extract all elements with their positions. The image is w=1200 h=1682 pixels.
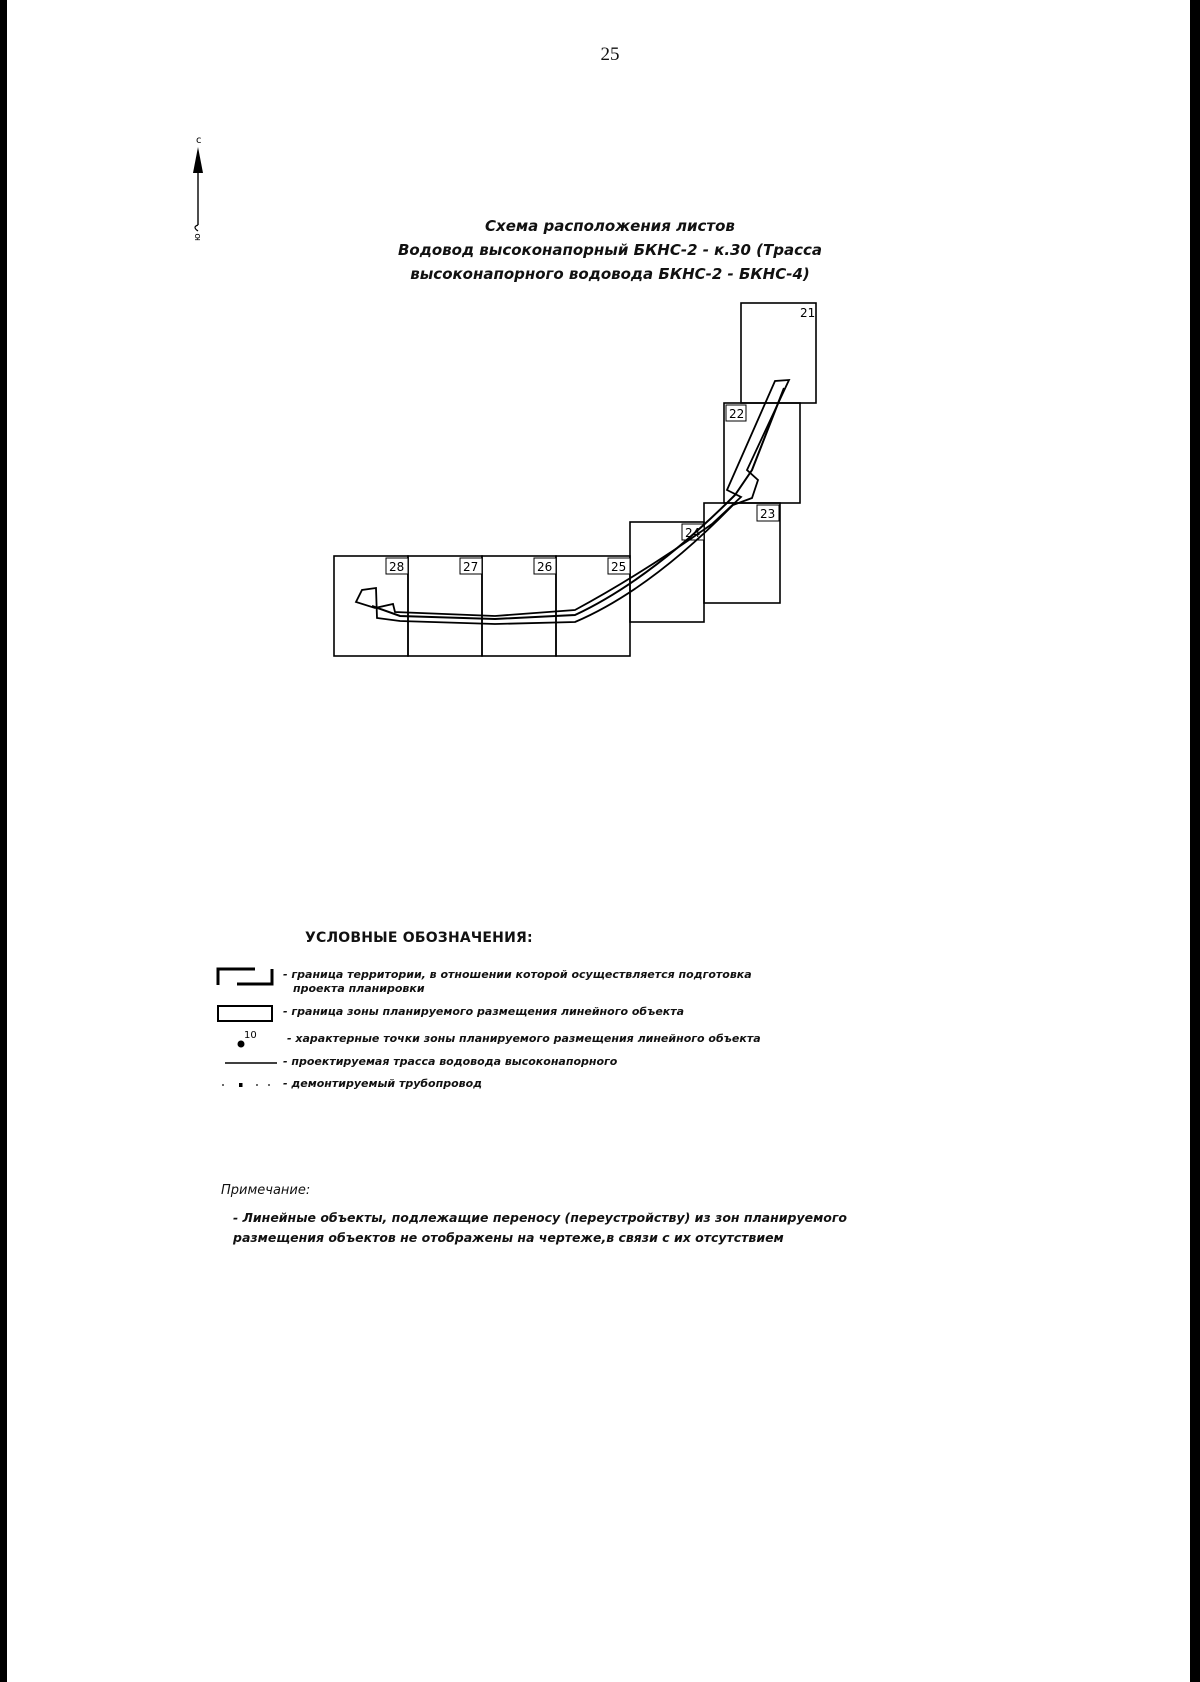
sheet-label-21: 21: [800, 306, 816, 320]
scheme-title: [370, 214, 850, 286]
title-line-3: высоконапорного водовода БКНС-2 - БКНС-4): [410, 265, 810, 283]
legend-label-territory-boundary-2: проекта планировки: [293, 982, 425, 995]
sheet-label-22: 22: [729, 407, 745, 421]
north-arrow-icon: [186, 133, 210, 243]
legend-label-zone-boundary: - граница зоны планируемого размещения линейного объекта: [283, 1005, 685, 1018]
sheet-label-23: 23: [760, 507, 776, 521]
sheet-label-25: 25: [611, 560, 627, 574]
title-line-1: Схема расположения листов: [485, 217, 735, 235]
dismantled-pipeline-icon: [215, 1074, 279, 1096]
title-line-2: Водовод высоконапорный БКНС-2 - к.30 (Трасса: [398, 241, 822, 259]
characteristic-point-icon: [215, 1029, 279, 1051]
legend-item-zone-boundary: [215, 1002, 835, 1024]
legend-point-number: 10: [244, 1030, 257, 1041]
sheet-label-27: 27: [463, 560, 479, 574]
page-edge-left: [0, 0, 7, 1682]
compass-south-label: ю: [193, 233, 203, 241]
page-edge-right: [1190, 0, 1200, 1682]
sheet-label-24: 24: [685, 526, 701, 540]
zone-boundary-icon: [215, 1002, 279, 1024]
sheet-label-26: 26: [537, 560, 553, 574]
territory-boundary-icon: [215, 965, 279, 987]
page-number: 25: [600, 44, 620, 65]
legend-item-territory-boundary: [215, 965, 835, 995]
legend-item-pipeline-route: [215, 1052, 835, 1074]
legend-label-territory-boundary: - граница территории, в отношении которой осуществляется подготовка: [283, 968, 752, 981]
legend-label-pipeline-route: - проектируемая трасса водовода высоконапорного: [283, 1055, 618, 1068]
compass-north-label: с: [196, 135, 202, 146]
note-text: - Линейные объекты, подлежащие переносу (переустройству) из зон планируемого размещения объектов не отображены на чертеже,в связи с их отсутствием: [233, 1210, 848, 1245]
legend-label-characteristic-points: - характерные точки зоны планируемого размещения линейного объекта: [287, 1032, 761, 1045]
legend-label-dismantled-pipeline: - демонтируемый трубопровод: [283, 1077, 483, 1090]
legend-item-dismantled-pipeline: [215, 1074, 835, 1096]
legend-heading: УСЛОВНЫЕ ОБОЗНАЧЕНИЯ:: [305, 930, 533, 946]
legend-item-characteristic-points: [215, 1029, 835, 1051]
sheet-layout-scheme: [320, 295, 840, 665]
note-heading: Примечание:: [221, 1183, 311, 1198]
sheet-label-28: 28: [389, 560, 405, 574]
pipeline-route-line-icon: [215, 1052, 279, 1074]
